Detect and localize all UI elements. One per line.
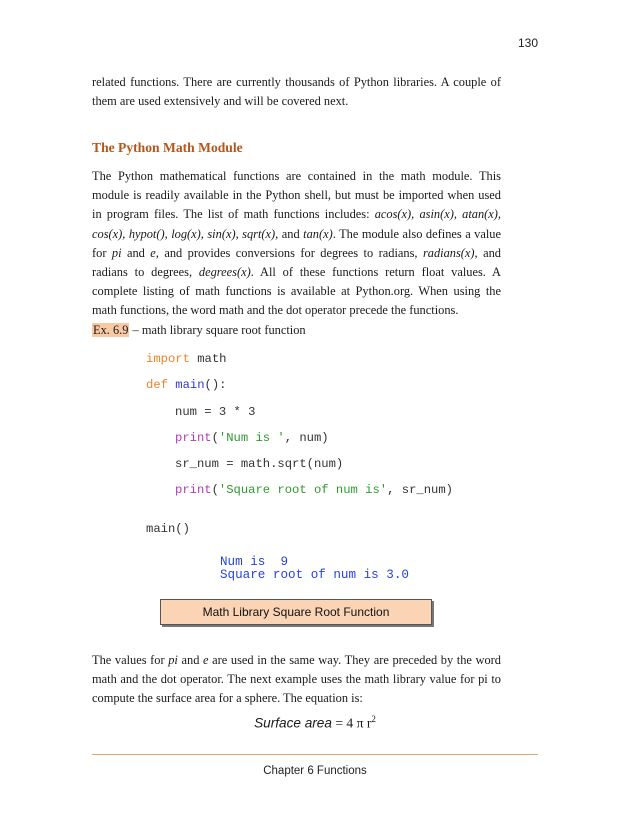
intro-paragraph: related functions. There are currently thousands of Python libraries. A couple of them are used extensively and will be covered next. — [92, 75, 501, 109]
code-builtin: print — [175, 431, 212, 445]
radians-function: radians(x), — [422, 245, 478, 260]
p2-text: The Python mathematical functions are contained in the math module. This module is readily available in the Python shell, but must be imported when used in program files. The list of math functions includes: — [92, 169, 501, 222]
footer: Chapter 6 Functions — [263, 765, 367, 777]
page-number: 130 — [517, 36, 538, 50]
footer-rule — [92, 754, 538, 755]
figure-caption — [160, 599, 432, 625]
p2-text: . All of these functions return float values. A complete listing of math functions is available at Python.org. When using the math functions, the word math and the dot operator precede the functions. — [92, 265, 501, 318]
code-text: math — [189, 352, 227, 366]
p3-text: are used in the same way. They are preceded by the word math and the dot operator. The next example uses the math library value for pi to compute the surface area for a sphere. The equation is: — [92, 653, 502, 706]
output-line-1: Num is 9 — [220, 555, 289, 569]
e-term: e — [150, 245, 156, 260]
code-text: , sr_num) — [387, 483, 453, 497]
example-caption-text: – math library square root function — [129, 323, 306, 337]
code-keyword: import — [146, 352, 190, 366]
math-module-paragraph — [92, 167, 501, 321]
equation-rhs: = 4 π r — [331, 715, 372, 731]
p3-text: and — [177, 653, 204, 667]
pi-term: pi — [168, 653, 178, 667]
code-line-5: sr_num = math.sqrt(num) — [175, 457, 344, 471]
degrees-function: degrees(x) — [198, 265, 251, 280]
example-caption — [92, 321, 306, 339]
pi-e-paragraph — [92, 651, 501, 709]
code-builtin: print — [175, 483, 212, 497]
figure-caption-text: Math Library Square Root Function — [202, 605, 390, 619]
output-line-2: Square root of num is 3.0 — [220, 568, 409, 582]
code-function-name: main — [167, 378, 205, 392]
p2-text: , and provides conversions for degrees to radians, — [155, 245, 423, 260]
tan-function: tan(x) — [303, 226, 333, 241]
code-line-6 — [175, 483, 453, 497]
code-line-7: main() — [146, 522, 190, 536]
p2-and: and — [278, 226, 304, 241]
code-text: ( — [211, 483, 219, 497]
code-line-1 — [146, 352, 226, 366]
function-list: acos(x), asin(x), atan(x), cos(x), hypot(), log(x), sin(x), sqrt(x), — [92, 207, 502, 241]
code-line-3: num = 3 * 3 — [175, 405, 256, 419]
example-label: Ex. 6.9 — [93, 323, 129, 337]
e-term: e — [203, 653, 209, 667]
code-text: ( — [211, 431, 219, 445]
code-string: 'Square root of num is' — [218, 483, 388, 497]
code-string: 'Num is ' — [218, 431, 285, 445]
equation-lhs: Surface area — [254, 715, 332, 731]
code-line-4 — [175, 431, 329, 445]
code-text: (): — [204, 378, 227, 392]
code-text: , num) — [284, 431, 329, 445]
p2-text: and radians to degrees, — [92, 245, 501, 280]
p3-text: The values for — [92, 653, 169, 667]
code-keyword: def — [146, 378, 168, 392]
p2-text: . The module also defines a value for — [92, 226, 501, 260]
p2-text: and — [121, 245, 151, 260]
pi-term: pi — [111, 245, 122, 260]
surface-area-equation — [0, 714, 630, 732]
section-heading: The Python Math Module — [92, 140, 243, 155]
equation-exponent: 2 — [371, 714, 376, 724]
code-line-2 — [146, 378, 226, 392]
